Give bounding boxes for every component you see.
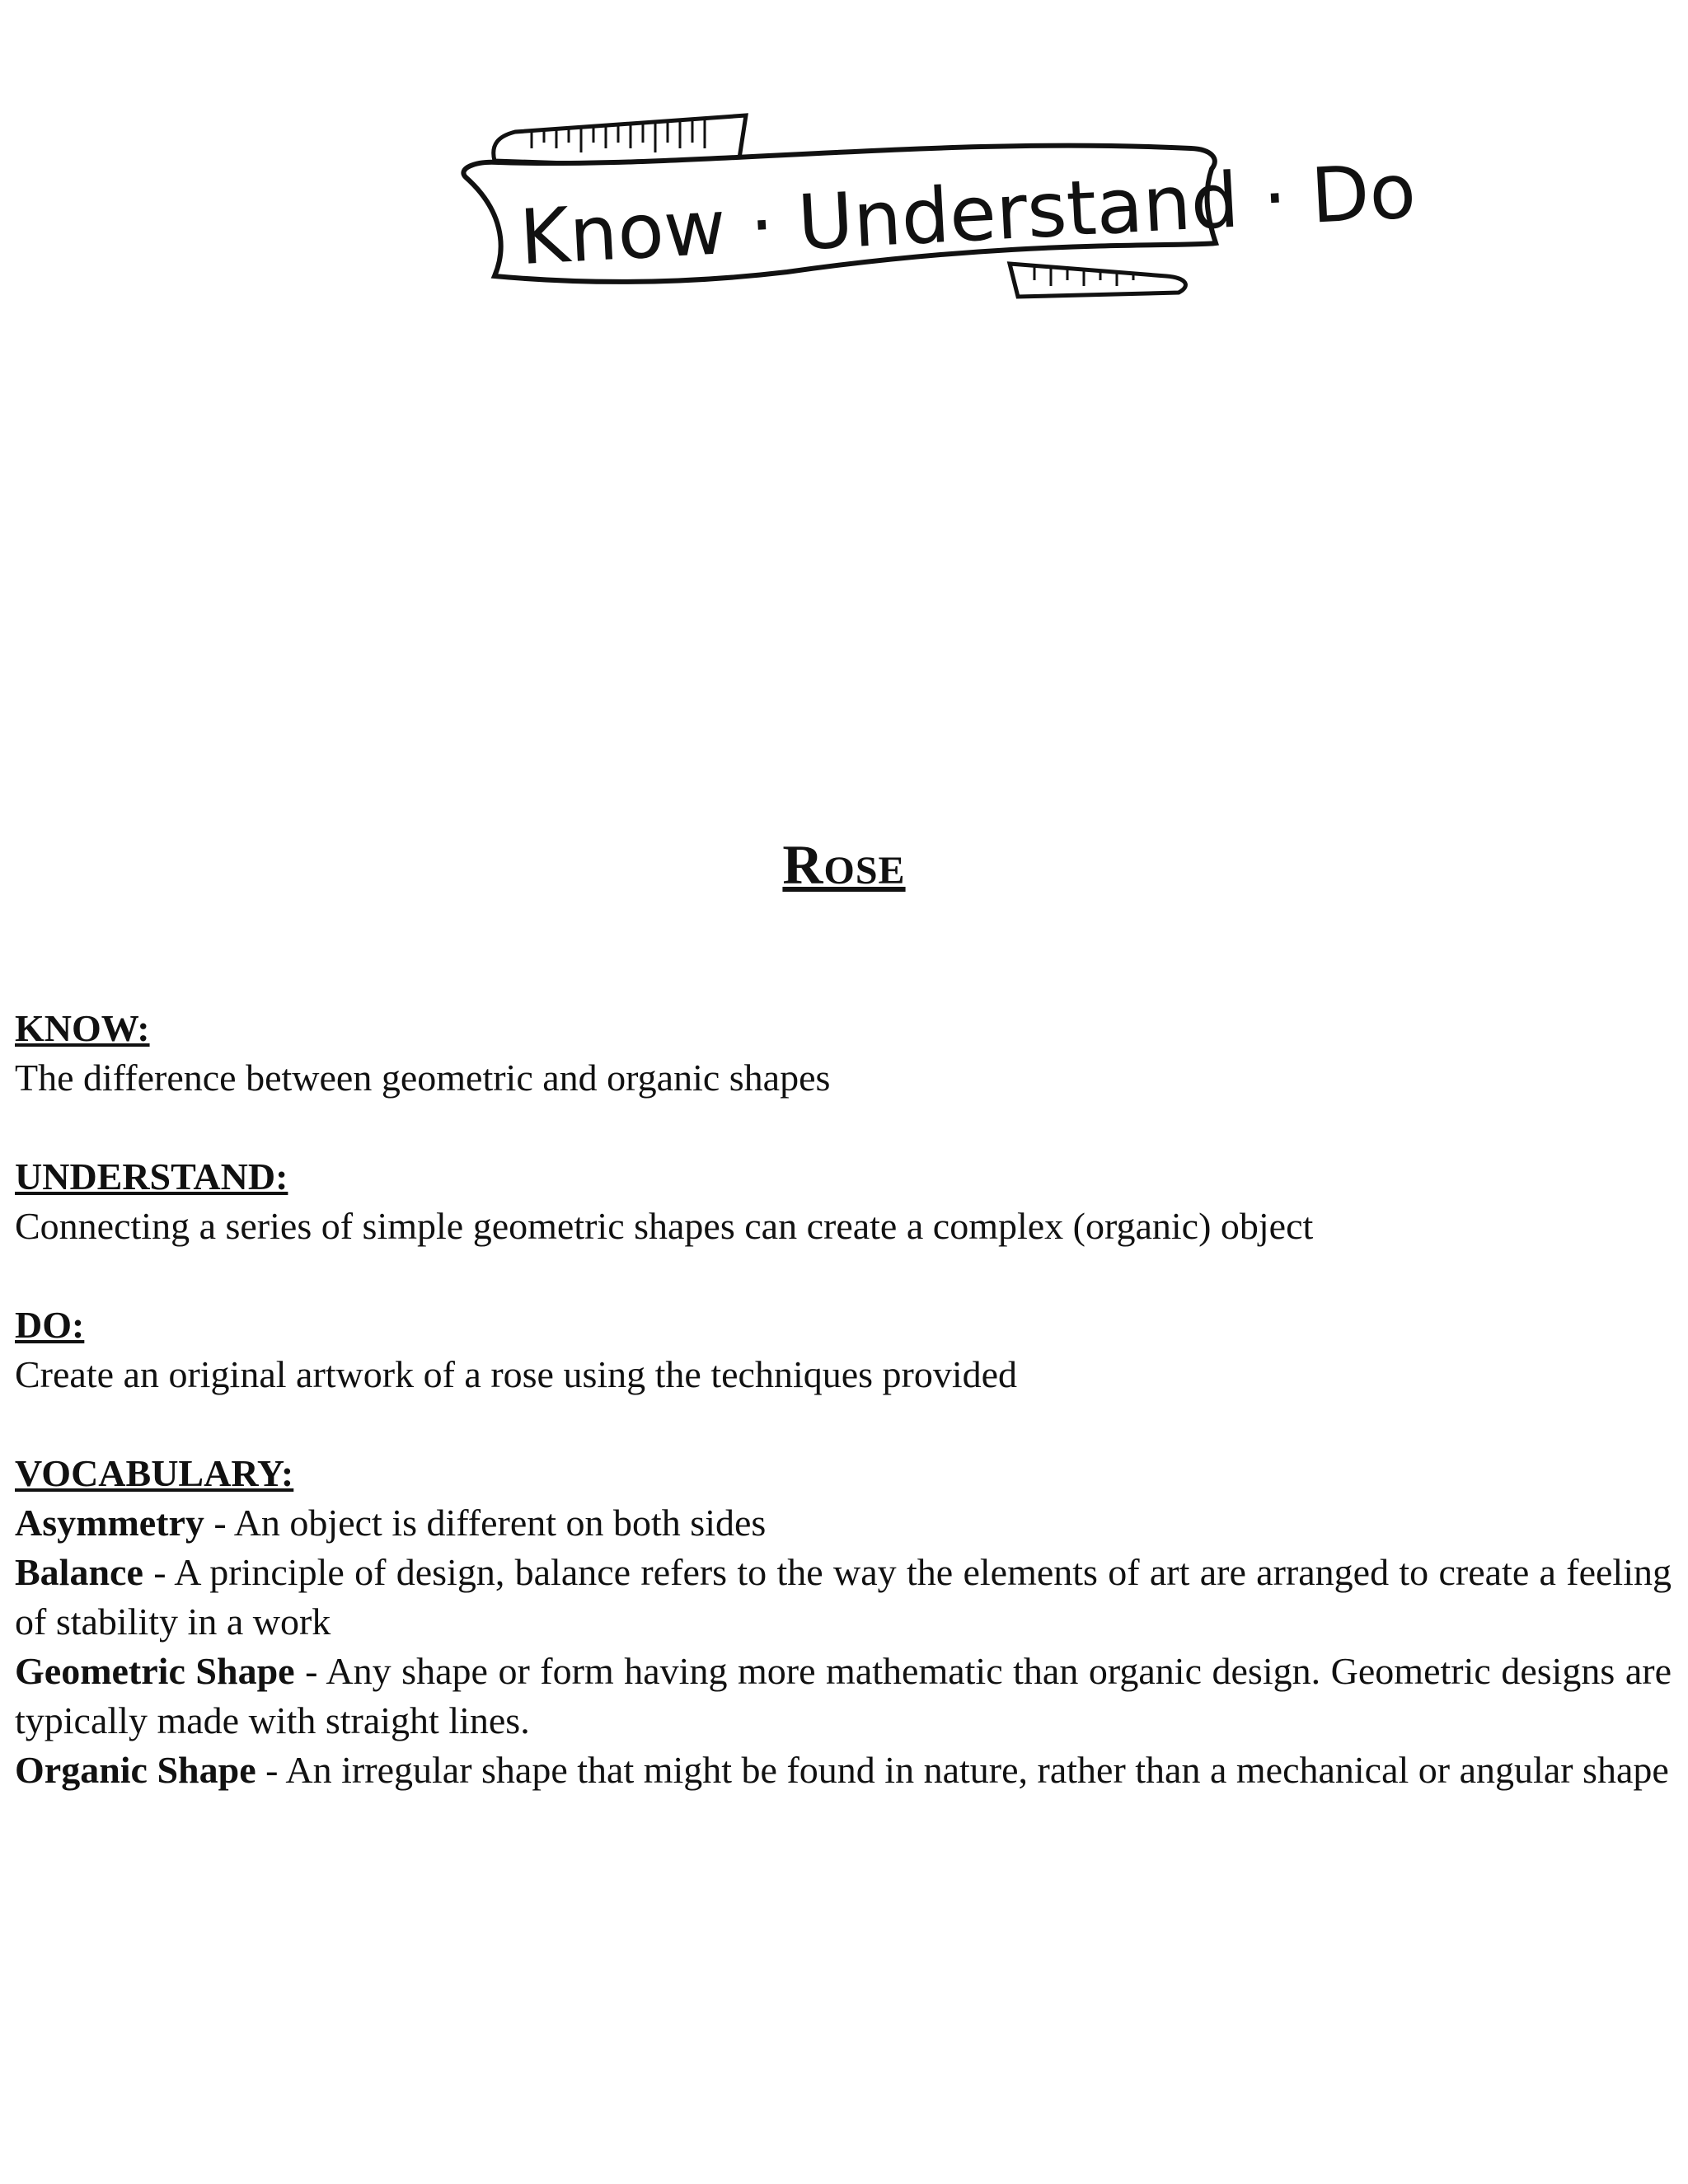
vocab-term: Balance [15,1551,143,1593]
vocab-entry-asymmetry [15,1498,1672,1548]
do-heading: DO: [15,1304,85,1346]
vocab-entry-organic-shape [15,1746,1672,1795]
svg-text:Know · Understand · Do: Know · Understand · Do [517,147,1418,283]
vocab-definition: - An irregular shape that might be found in nature, rather than a mechanical or angular shape [256,1749,1669,1791]
page-title: Rose [782,833,906,896]
vocab-definition: - Any shape or form having more mathematic than organic design. Geometric designs are typically made with straight lines. [15,1650,1672,1741]
vocab-term: Geometric Shape [15,1650,295,1692]
vocabulary-heading: VOCABULARY: [15,1452,294,1494]
banner-word-do: Do [1308,147,1418,241]
know-heading: KNOW: [15,1007,150,1049]
ribbon-banner-graphic [441,70,1418,334]
vocab-entry-balance [15,1548,1672,1647]
vocab-definition: - A principle of design, balance refers to the way the elements of art are arranged to create a feeling of stability in a work [15,1551,1672,1643]
vocab-definition: - An object is different on both sides [204,1502,767,1544]
know-text: The difference between geometric and organic shapes [15,1057,831,1099]
vocab-entry-geometric-shape [15,1647,1672,1746]
lesson-content [15,1004,1672,1795]
do-text: Create an original artwork of a rose using the techniques provided [15,1353,1018,1395]
banner-word-know: Know [517,183,729,283]
banner-word-understand: Understand [795,156,1241,268]
vocab-term: Organic Shape [15,1749,256,1791]
understand-text: Connecting a series of simple geometric shapes can create a complex (organic) object [15,1205,1314,1247]
understand-heading: UNDERSTAND: [15,1155,288,1197]
vocab-term: Asymmetry [15,1502,204,1544]
know-understand-do-banner [441,70,1418,334]
